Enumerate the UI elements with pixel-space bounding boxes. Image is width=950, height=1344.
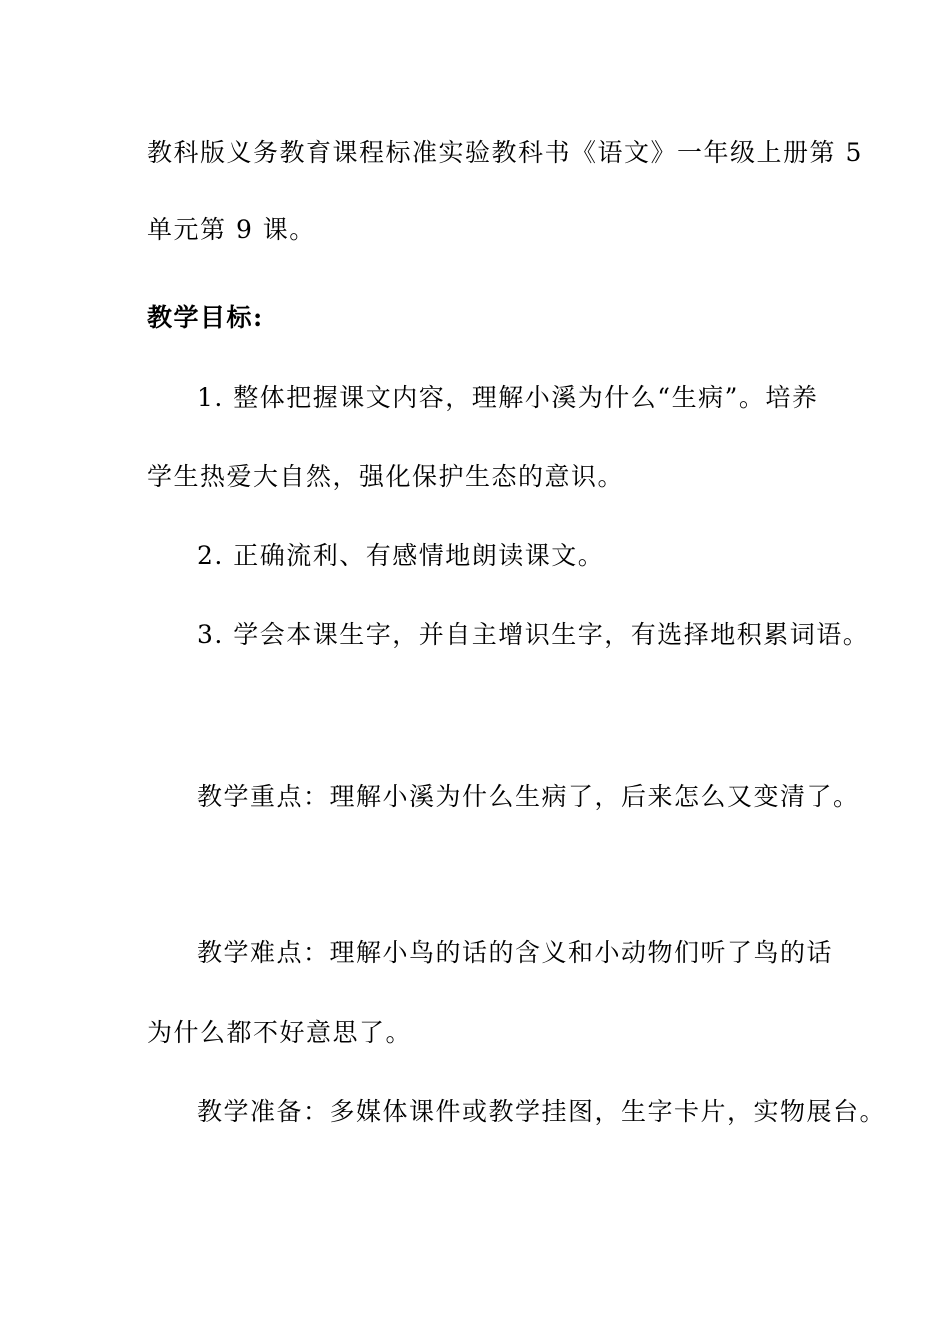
objective-1-line-2: 学生热爱大自然，强化保护生态的意识。 <box>147 462 625 491</box>
objective-2: 2. 正确流利、有感情地朗读课文。 <box>197 541 605 570</box>
intro-line-2: 单元第 9 课。 <box>147 215 316 244</box>
objective-3: 3. 学会本课生字，并自主增识生字，有选择地积累词语。 <box>197 620 870 649</box>
key-point: 教学重点：理解小溪为什么生病了，后来怎么又变清了。 <box>197 782 860 811</box>
preparation: 教学准备：多媒体课件或教学挂图，生字卡片，实物展台。 <box>197 1097 887 1126</box>
difficulty-line-1: 教学难点：理解小鸟的话的含义和小动物们听了鸟的话 <box>197 938 834 967</box>
difficulty-line-2: 为什么都不好意思了。 <box>147 1018 413 1047</box>
intro-line-1: 教科版义务教育课程标准实验教科书《语文》一年级上册第 5 <box>147 138 863 167</box>
objective-1-line-1: 1. 整体把握课文内容，理解小溪为什么“生病”。培养 <box>197 383 819 412</box>
objectives-heading: 教学目标: <box>147 303 264 332</box>
